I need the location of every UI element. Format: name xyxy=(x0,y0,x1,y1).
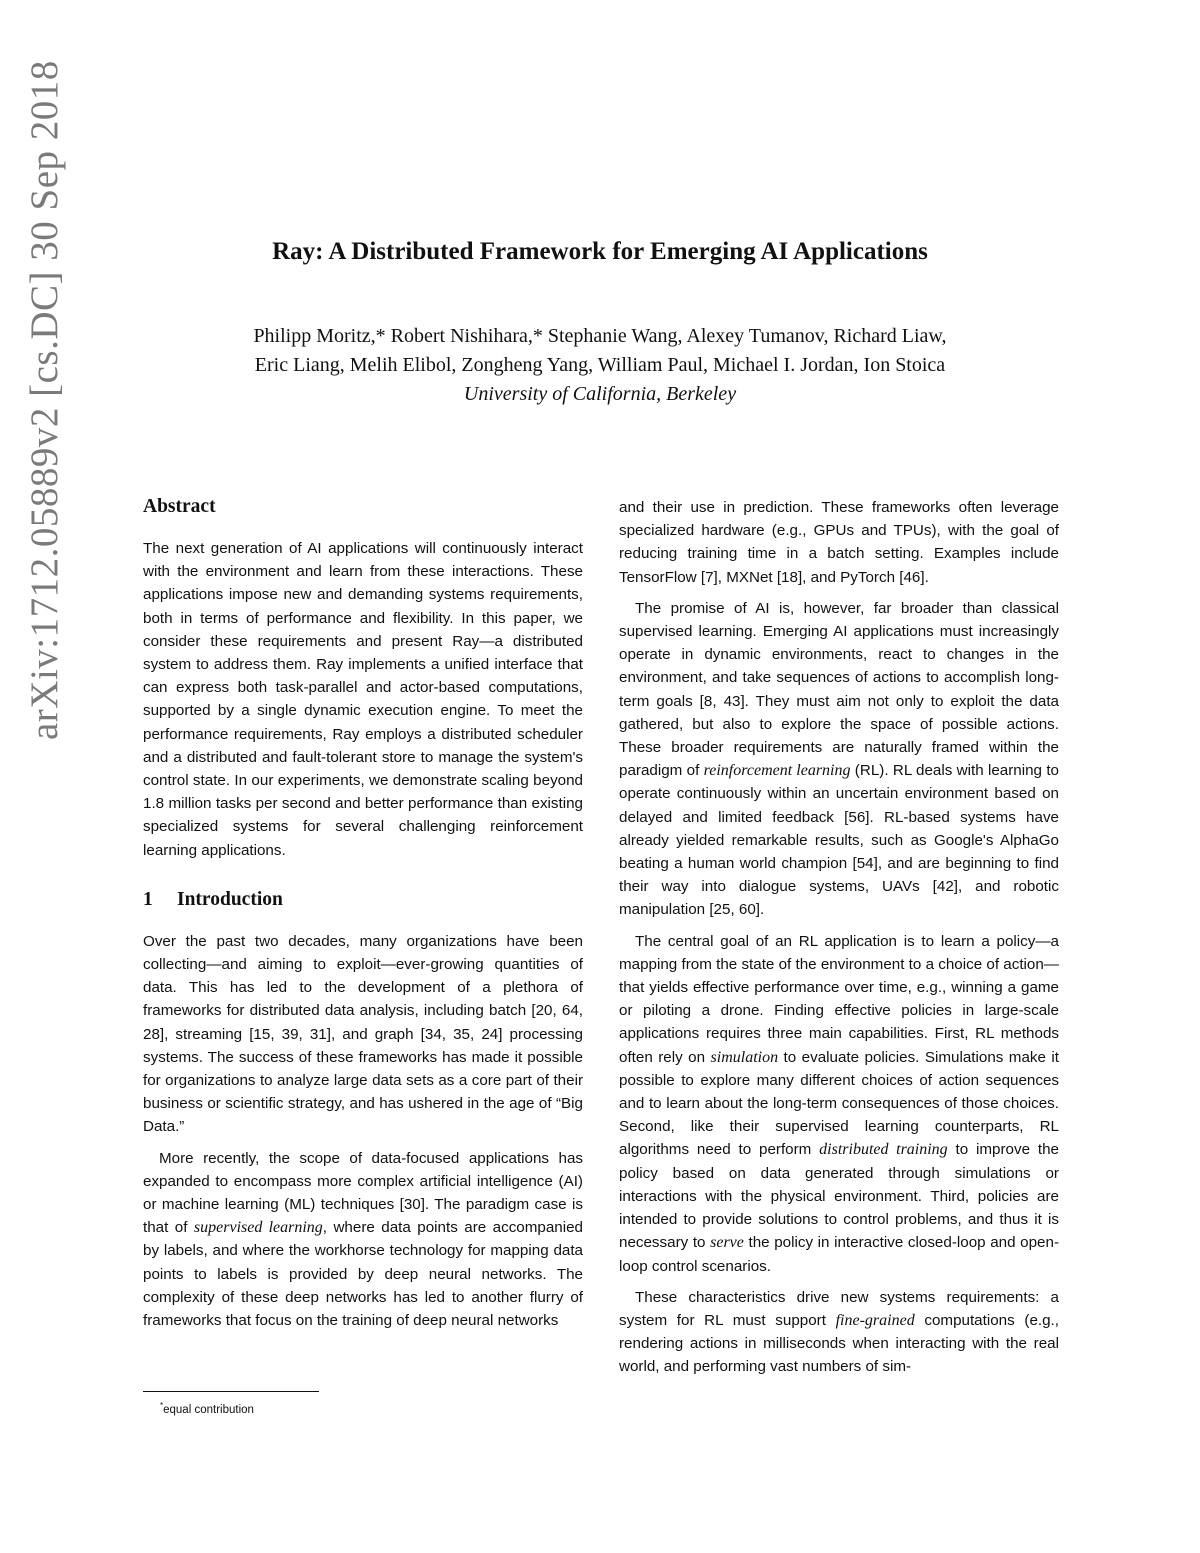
arxiv-identifier: arXiv:1712.05889v2 [cs.DC] 30 Sep 2018 xyxy=(23,60,66,740)
right-column xyxy=(619,496,1059,1387)
text-run: computations (e.g., rendering actions in milliseconds when interacting with the real world, and performing vast numbers of sim- xyxy=(619,1311,1059,1376)
affiliation: University of California, Berkeley xyxy=(463,383,737,405)
left-column xyxy=(143,495,583,1340)
right-paragraph-2 xyxy=(619,597,1059,922)
text-run: to improve the policy based on data generated through simulations or interactions with the physical environment. Third, policies are intended to provide solutions to control problems, and thus it is necessary to xyxy=(619,1141,1059,1252)
footnote-rule xyxy=(143,1391,319,1392)
text-run: These characteristics drive new systems requirements: a system for RL must support xyxy=(619,1288,1059,1329)
abstract-heading: Abstract xyxy=(143,496,216,517)
text-run: to evaluate policies. Simulations make it possible to explore many different choices of action sequences and to learn about the long-term consequences of those choices. Second, like their supervised learning counterparts, RL algorithms need to perform xyxy=(619,1048,1059,1159)
abstract-text: The next generation of AI applications will continuously interact with the environment and learn from these interactions. These applications impose new and demanding systems requirements, both in terms of performance and flexibility. In this paper, we consider these requirements and present Ray—a distributed system to address them. Ray implements a unified interface that can express both task-parallel and actor-based computations, supported by a single dynamic execution engine. To meet the performance requirements, Ray employs a distributed scheduler and a distributed and fault-tolerant store to manage the system's control state. In our experiments, we demonstrate scaling beyond 1.8 million tasks per second and better performance than existing specialized systems for several challenging reinforcement learning applications. xyxy=(143,540,583,859)
emphasis: serve xyxy=(710,1234,744,1252)
emphasis: simulation xyxy=(710,1048,779,1066)
emphasis: distributed training xyxy=(819,1141,948,1159)
intro-paragraph-2 xyxy=(143,1147,583,1333)
text-run: More recently, the scope of data-focused applications has expanded to encompass more complex artificial intelligence (AI) or machine learning (ML) techniques [30]. The paradigm case is that of xyxy=(143,1149,583,1237)
right-paragraph-4 xyxy=(619,1286,1059,1379)
emphasis: fine-grained xyxy=(835,1311,915,1329)
intro-paragraph-1: Over the past two decades, many organizations have been collecting—and aiming to exploit—ever-growing quantities of data. This has led to the development of a plethora of frameworks for distributed data analysis, including batch [20, 64, 28], streaming [15, 39, 31], and graph [34, 35, 24] processing systems. The success of these frameworks has made it possible for organizations to analyze large data sets as a core part of their business or scientific strategy, and has ushered in the age of “Big Data.” xyxy=(143,932,583,1136)
emphasis: reinforcement learning xyxy=(703,762,851,780)
author-block xyxy=(0,322,1200,409)
authors-line-1: Philipp Moritz,* Robert Nishihara,* Stephanie Wang, Alexey Tumanov, Richard Liaw, xyxy=(253,325,947,347)
footnote xyxy=(160,1398,254,1418)
section-heading-introduction xyxy=(143,888,583,912)
right-paragraph-1: and their use in prediction. These frameworks often leverage specialized hardware (e.g., GPUs and TPUs), with the goal of reducing training time in a batch setting. Examples include TensorFlow [7], MXNet [18], and PyTorch [46]. xyxy=(619,499,1059,586)
footnote-mark: * xyxy=(160,1401,164,1410)
text-run: The central goal of an RL application is to learn a policy—a mapping from the state of the environment to a choice of action—that yields effective performance over time, e.g., winning a game or piloting a drone. Finding effective policies in large-scale applications requires three main capabilities. First, RL methods often rely on xyxy=(619,932,1059,1066)
emphasis: supervised learning xyxy=(193,1219,323,1237)
text-run: the policy in interactive closed-loop and open-loop control scenarios. xyxy=(619,1234,1059,1275)
authors-line-2: Eric Liang, Melih Elibol, Zongheng Yang, William Paul, Michael I. Jordan, Ion Stoica xyxy=(254,354,946,376)
section-number: 1 xyxy=(143,888,153,910)
paper-title: Ray: A Distributed Framework for Emerging AI Applications xyxy=(272,238,928,265)
text-run: , where data points are accompanied by labels, and where the workhorse technology for mapping data points to labels is provided by deep neural networks. The complexity of these deep networks has led to another flurry of frameworks that focus on the training of deep neural networks xyxy=(143,1219,583,1330)
right-paragraph-3 xyxy=(619,930,1059,1278)
text-run: (RL). RL deals with learning to operate continuously within an uncertain environment based on delayed and limited feedback [56]. RL-based systems have already yielded remarkable results, such as Google's AlphaGo beating a human world champion [54], and are beginning to find their way into dialogue systems, UAVs [42], and robotic manipulation [25, 60]. xyxy=(619,762,1059,919)
text-run: The promise of AI is, however, far broader than classical supervised learning. Emerging AI applications must increasingly operate in dynamic environments, react to changes in the environment, and take sequences of actions to accomplish long-term goals [8, 43]. They must aim not only to exploit the data gathered, but also to explore the space of possible actions. These broader requirements are naturally framed within the paradigm of xyxy=(619,599,1059,780)
footnote-text: equal contribution xyxy=(163,1403,254,1416)
section-title: Introduction xyxy=(177,888,283,910)
